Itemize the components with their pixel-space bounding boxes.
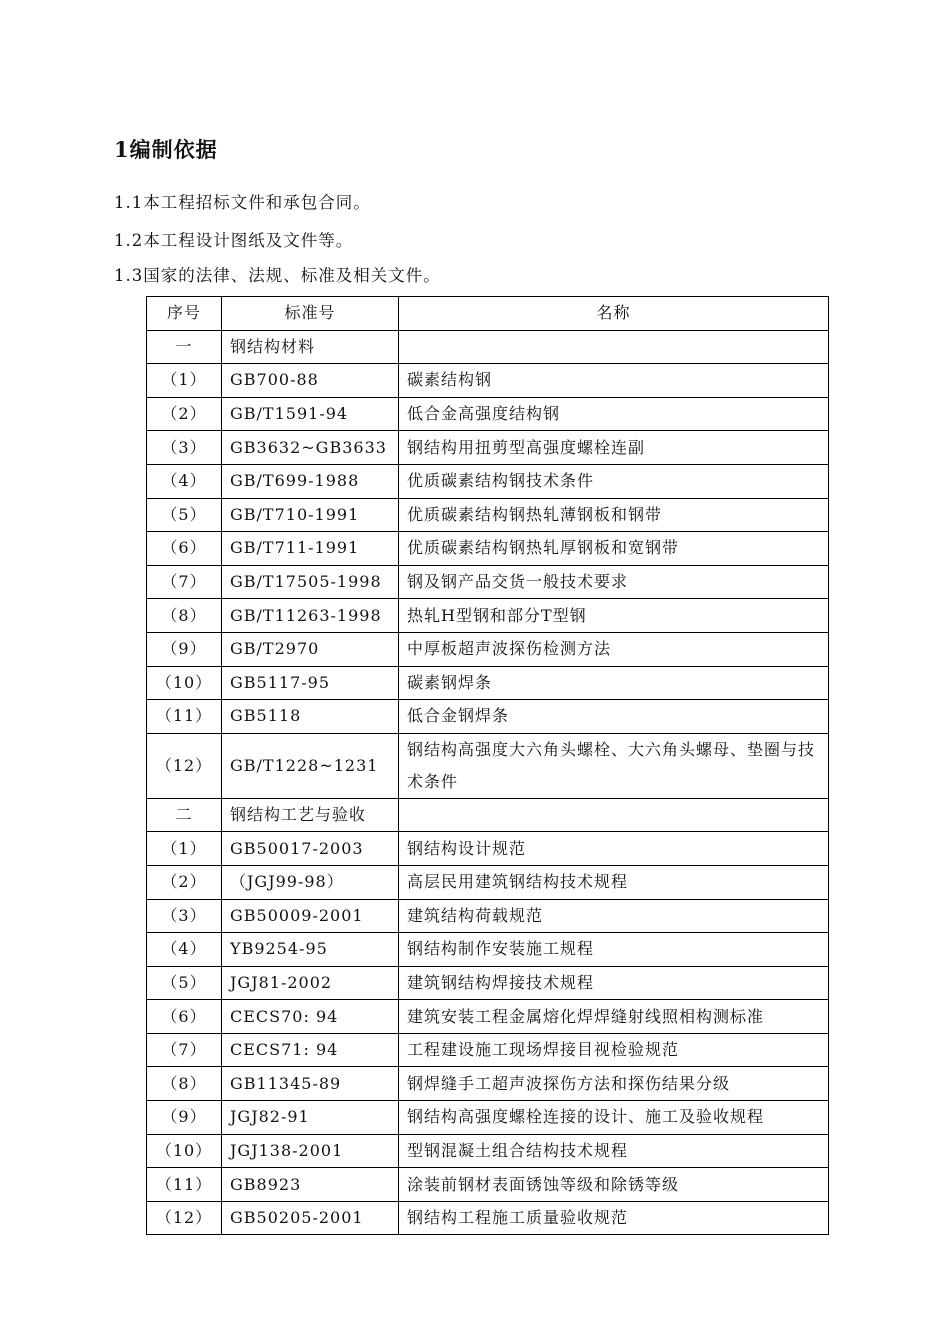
cell-name: 钢焊缝手工超声波探伤方法和探伤结果分级: [399, 1067, 829, 1101]
cell-name: 中厚板超声波探伤检测方法: [399, 632, 829, 666]
table-row: [147, 1134, 829, 1168]
cell-index: 二: [147, 798, 222, 832]
cell-index: （1）: [147, 364, 222, 398]
header-index: 序号: [147, 297, 222, 331]
cell-name: 工程建设施工现场焊接目视检验规范: [399, 1033, 829, 1067]
cell-standard-number: GB50205-2001: [222, 1201, 399, 1235]
cell-name: 低合金钢焊条: [399, 700, 829, 734]
cell-name: 涂装前钢材表面锈蚀等级和除锈等级: [399, 1168, 829, 1202]
table-row: [147, 1067, 829, 1101]
cell-name: [399, 798, 829, 832]
table-row: [147, 700, 829, 734]
cell-index: （2）: [147, 865, 222, 899]
cell-index: （5）: [147, 498, 222, 532]
cell-standard-number: GB3632~GB3633: [222, 431, 399, 465]
cell-standard-number: GB700-88: [222, 364, 399, 398]
cell-index: （4）: [147, 933, 222, 967]
cell-standard-number: GB5117-95: [222, 666, 399, 700]
cell-standard-number: （JGJ99-98）: [222, 865, 399, 899]
cell-standard-number: YB9254-95: [222, 933, 399, 967]
cell-standard-number: 钢结构材料: [222, 330, 399, 364]
cell-standard-number: GB/T710-1991: [222, 498, 399, 532]
table-row: [147, 733, 829, 798]
cell-index: （10）: [147, 1134, 222, 1168]
cell-index: （6）: [147, 532, 222, 566]
table-row: [147, 364, 829, 398]
cell-standard-number: GB/T2970: [222, 632, 399, 666]
cell-name: 钢及钢产品交货一般技术要求: [399, 565, 829, 599]
table-row: [147, 1000, 829, 1034]
cell-index: （2）: [147, 397, 222, 431]
table-row: [147, 1101, 829, 1135]
table-row: [147, 397, 829, 431]
cell-name: 型钢混凝土组合结构技术规程: [399, 1134, 829, 1168]
paragraph-1-2: 1.2本工程设计图纸及文件等。: [114, 231, 354, 250]
cell-standard-number: GB/T1591-94: [222, 397, 399, 431]
table-row: [147, 330, 829, 364]
cell-index: （12）: [147, 733, 222, 798]
cell-standard-number: CECS70: 94: [222, 1000, 399, 1034]
cell-index: （7）: [147, 565, 222, 599]
cell-standard-number: GB/T711-1991: [222, 532, 399, 566]
table-row: [147, 599, 829, 633]
cell-standard-number: GB/T699-1988: [222, 464, 399, 498]
paragraph-1-3: 1.3国家的法律、法规、标准及相关文件。: [114, 266, 441, 285]
table-row: [147, 1201, 829, 1235]
cell-index: （9）: [147, 632, 222, 666]
table-row: [147, 865, 829, 899]
cell-index: （8）: [147, 599, 222, 633]
cell-standard-number: GB8923: [222, 1168, 399, 1202]
cell-standard-number: GB/T17505-1998: [222, 565, 399, 599]
table-header-row: [147, 297, 829, 331]
cell-index: （4）: [147, 464, 222, 498]
cell-name: 优质碳素结构钢热轧薄钢板和钢带: [399, 498, 829, 532]
table-row: [147, 431, 829, 465]
cell-standard-number: JGJ81-2002: [222, 966, 399, 1000]
cell-name: 钢结构设计规范: [399, 832, 829, 866]
cell-index: （11）: [147, 1168, 222, 1202]
cell-index: （1）: [147, 832, 222, 866]
cell-index: （9）: [147, 1101, 222, 1135]
cell-name: 碳素钢焊条: [399, 666, 829, 700]
table-row: [147, 832, 829, 866]
header-name: 名称: [399, 297, 829, 331]
header-standard-number: 标准号: [222, 297, 399, 331]
cell-name: 建筑钢结构焊接技术规程: [399, 966, 829, 1000]
cell-index: （10）: [147, 666, 222, 700]
cell-name: 高层民用建筑钢结构技术规程: [399, 865, 829, 899]
cell-index: （12）: [147, 1201, 222, 1235]
standards-table: [146, 296, 829, 1235]
cell-standard-number: GB50017-2003: [222, 832, 399, 866]
cell-standard-number: JGJ138-2001: [222, 1134, 399, 1168]
table-row: [147, 1168, 829, 1202]
cell-name: 优质碳素结构钢技术条件: [399, 464, 829, 498]
cell-index: （11）: [147, 700, 222, 734]
table-row: [147, 899, 829, 933]
cell-index: （6）: [147, 1000, 222, 1034]
cell-standard-number: CECS71: 94: [222, 1033, 399, 1067]
cell-name: 钢结构高强度大六角头螺栓、大六角头螺母、垫圈与技术条件: [399, 733, 829, 798]
table-row: [147, 464, 829, 498]
cell-index: （3）: [147, 899, 222, 933]
cell-standard-number: GB/T11263-1998: [222, 599, 399, 633]
cell-name: 优质碳素结构钢热轧厚钢板和宽钢带: [399, 532, 829, 566]
cell-name: 建筑结构荷载规范: [399, 899, 829, 933]
cell-standard-number: GB11345-89: [222, 1067, 399, 1101]
cell-standard-number: GB/T1228~1231: [222, 733, 399, 798]
cell-standard-number: GB50009-2001: [222, 899, 399, 933]
cell-name: 钢结构制作安装施工规程: [399, 933, 829, 967]
table-row: [147, 498, 829, 532]
table-row: [147, 666, 829, 700]
table-row: [147, 1033, 829, 1067]
cell-index: （8）: [147, 1067, 222, 1101]
cell-index: （5）: [147, 966, 222, 1000]
cell-name: 钢结构高强度螺栓连接的设计、施工及验收规程: [399, 1101, 829, 1135]
section-heading: 1编制依据: [114, 137, 218, 162]
table-row: [147, 966, 829, 1000]
table-row: [147, 798, 829, 832]
cell-name: 钢结构用扭剪型高强度螺栓连副: [399, 431, 829, 465]
cell-name: 钢结构工程施工质量验收规范: [399, 1201, 829, 1235]
cell-name: 低合金高强度结构钢: [399, 397, 829, 431]
cell-name: [399, 330, 829, 364]
cell-name: 建筑安装工程金属熔化焊焊缝射线照相构测标准: [399, 1000, 829, 1034]
cell-standard-number: GB5118: [222, 700, 399, 734]
table-row: [147, 565, 829, 599]
table-row: [147, 532, 829, 566]
cell-index: （3）: [147, 431, 222, 465]
paragraph-1-1: 1.1本工程招标文件和承包合同。: [114, 193, 371, 212]
cell-index: （7）: [147, 1033, 222, 1067]
cell-name: 热轧H型钢和部分T型钢: [399, 599, 829, 633]
table-row: [147, 933, 829, 967]
cell-index: 一: [147, 330, 222, 364]
table-row: [147, 632, 829, 666]
cell-standard-number: JGJ82-91: [222, 1101, 399, 1135]
cell-name: 碳素结构钢: [399, 364, 829, 398]
cell-standard-number: 钢结构工艺与验收: [222, 798, 399, 832]
